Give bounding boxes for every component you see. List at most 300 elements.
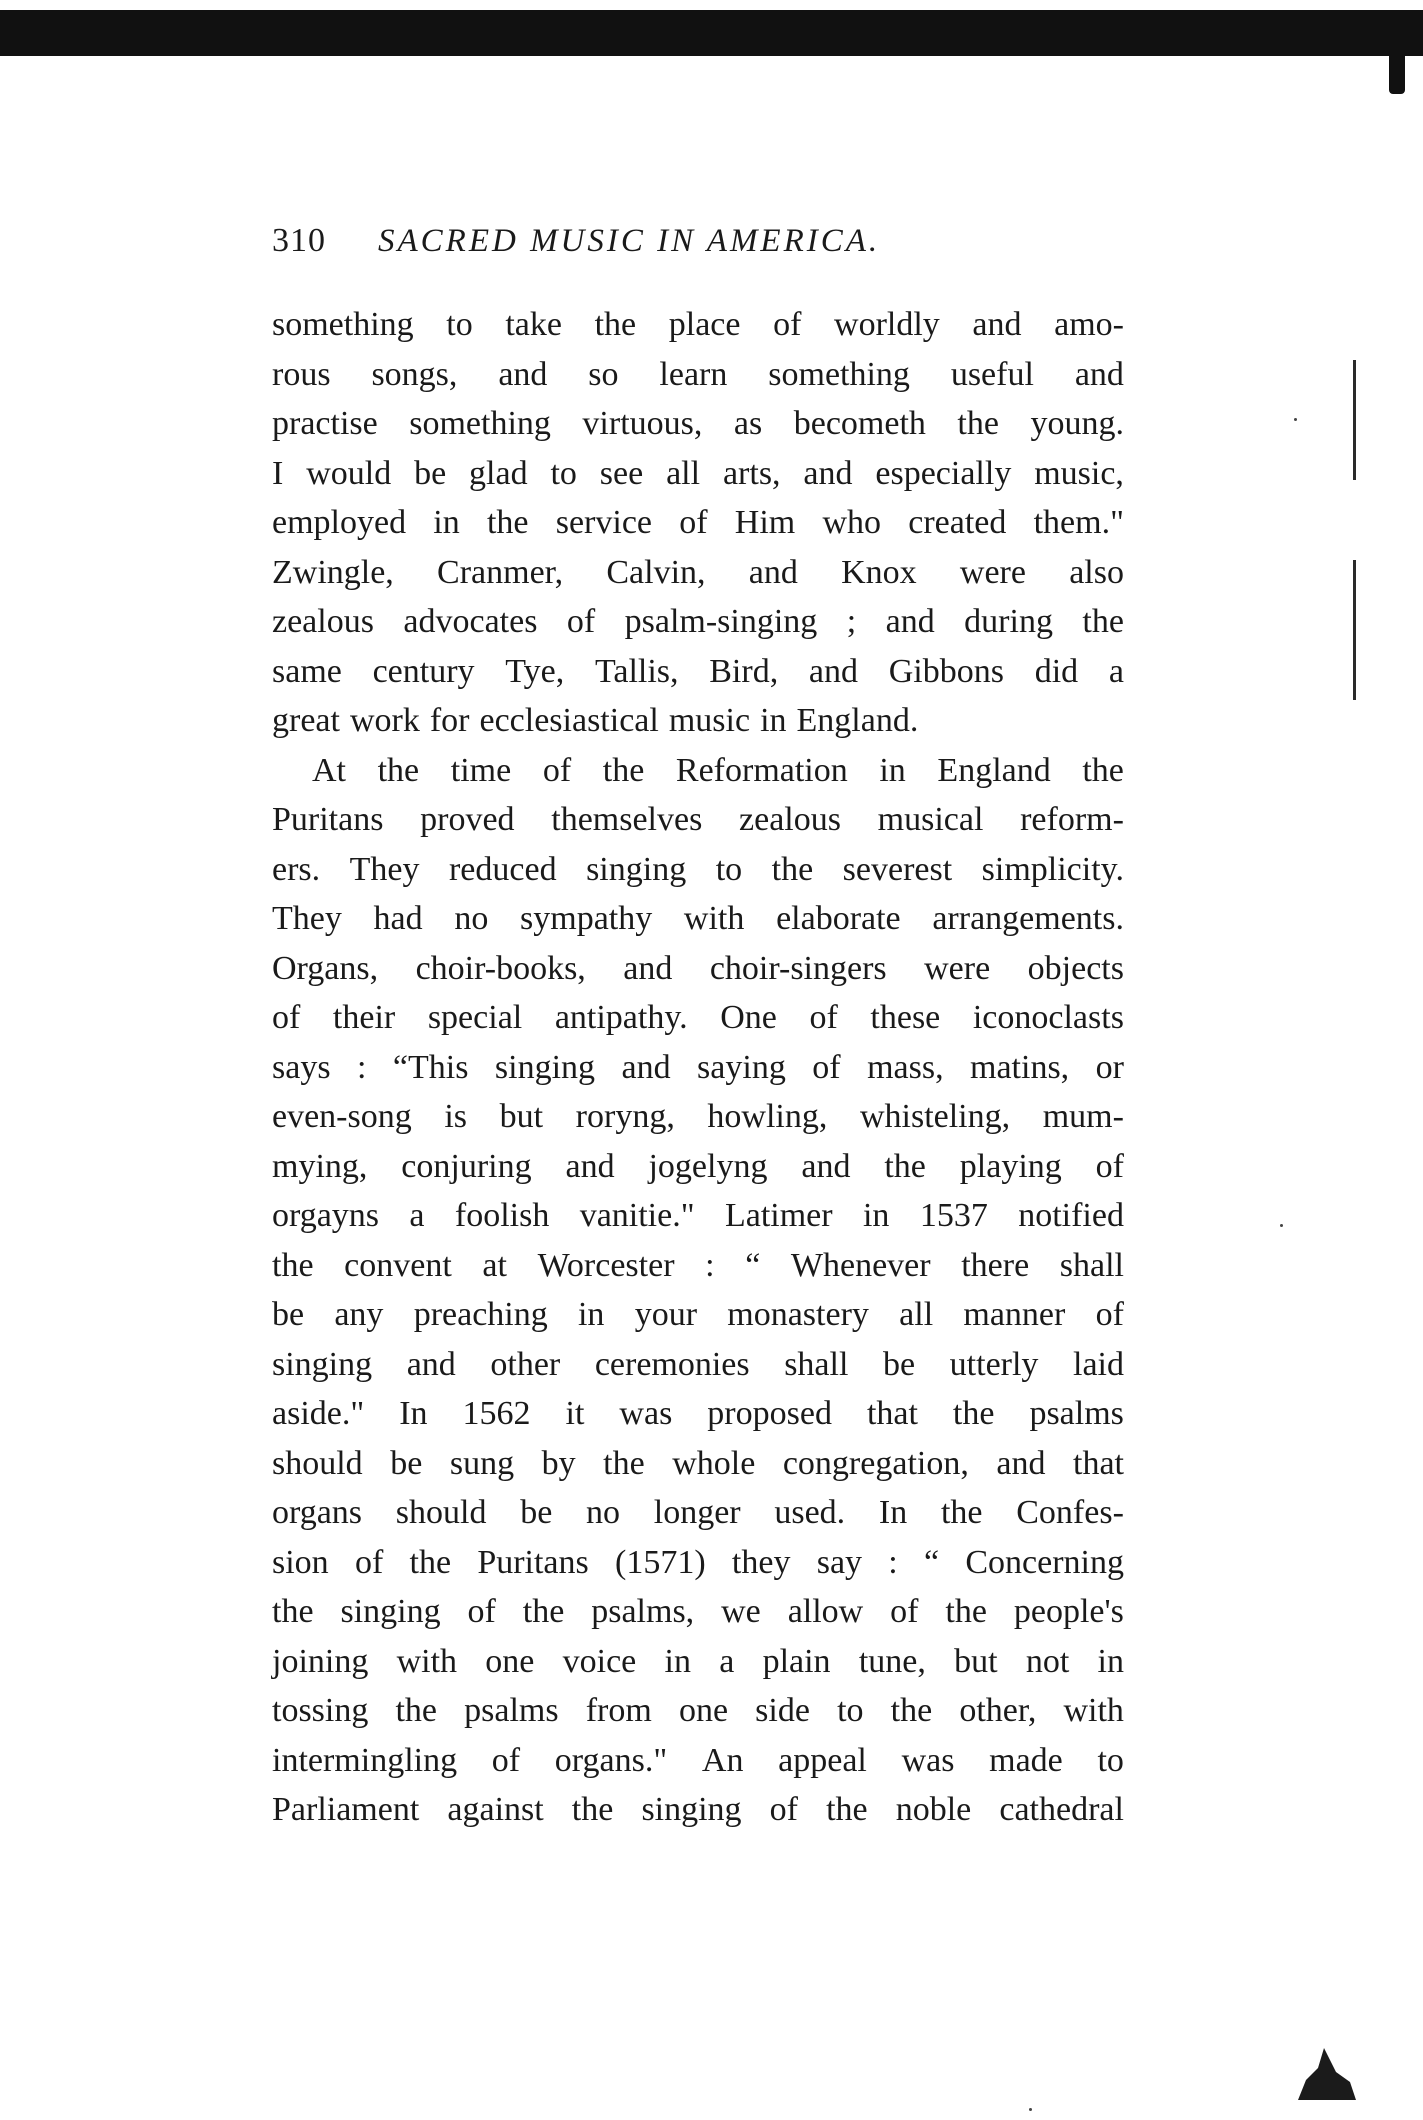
word: : [357,1048,367,1086]
word: all [666,454,701,492]
word: congregation, [782,1444,969,1482]
word: Him [734,504,796,541]
word: used. [774,1494,846,1531]
word: playing [959,1147,1062,1185]
word: of [773,306,802,343]
word: conjuring [401,1147,532,1185]
word: Whenever [790,1246,931,1284]
word: with [683,900,745,937]
scan-speck [1029,2108,1032,2111]
word: by [541,1444,576,1482]
text-line [272,399,1124,449]
word: of [679,504,708,541]
text-line [272,845,1124,895]
word: saying [697,1048,786,1086]
word: (1571) [615,1543,706,1581]
word: Reformation [675,751,848,789]
word: one [678,1692,729,1729]
word: be [414,454,447,492]
word: and [1074,355,1124,393]
word: be [520,1494,553,1531]
word: Latimer [724,1197,833,1234]
word: noble [895,1791,972,1828]
word: sion [272,1543,329,1581]
word: Concerning [965,1543,1124,1581]
word: the [771,850,814,888]
word: ers. [272,850,321,888]
word: but [499,1098,544,1135]
word: see [599,454,644,492]
word: : [705,1246,715,1284]
word: these [870,999,941,1036]
word: and [623,949,673,987]
text-line [272,1587,1124,1637]
word: tune, [858,1642,926,1680]
scan-speck [1294,418,1297,421]
word: especially [875,454,1012,492]
word: also [1069,553,1124,591]
body-text [272,300,1124,1835]
word: zealous [739,801,841,838]
word: glad [469,454,528,492]
text-line [272,597,1124,647]
word: zealous [272,603,374,640]
word: songs, [371,355,458,393]
word: simplicity. [981,850,1124,888]
word: music [668,702,751,739]
scan-speck [1280,1224,1283,1227]
scan-edge-mark [1353,360,1356,480]
word: themselves [551,801,703,838]
word: them." [1033,504,1124,541]
word: place [668,306,741,343]
word: be [390,1444,423,1482]
text-line [272,1686,1124,1736]
word: “ [924,1543,940,1581]
word: and [996,1444,1046,1482]
word: was [901,1741,955,1779]
word: as [733,405,763,442]
word: Zwingle, [272,553,394,591]
word: 1562 [462,1395,531,1432]
word: and [621,1048,671,1086]
word: they [731,1543,791,1581]
word: we [721,1593,761,1630]
text-line [272,1142,1124,1192]
text-line [272,1043,1124,1093]
word: plain [762,1642,831,1680]
word: 1537 [919,1197,988,1234]
word: take [505,306,562,343]
word: work [349,702,420,739]
word: organs [272,1494,363,1531]
word: and [808,652,859,690]
word: psalms [1029,1395,1124,1432]
word: something [768,355,910,393]
word: and [803,454,853,492]
word: whole [672,1444,756,1482]
word: the [395,1692,438,1729]
word: the [486,504,529,541]
word: England. [796,702,919,739]
word: Knox [841,553,917,591]
word: the [826,1791,868,1828]
word: even-song [272,1098,412,1135]
word: during [964,603,1053,640]
word: virtuous, [582,405,703,442]
word: manner [963,1296,1066,1333]
word: sympathy [520,900,653,937]
word: laid [1073,1345,1124,1383]
word: They [349,850,420,888]
word: arts, [722,454,781,492]
word: An [701,1741,744,1779]
word: and [801,1147,851,1185]
word: proved [420,801,515,838]
word: in [862,1197,890,1234]
word: in [577,1296,605,1333]
word: whisteling, [859,1098,1011,1135]
word: rous [272,355,331,393]
word: cathedral [999,1791,1124,1828]
word: not [1025,1642,1070,1680]
word: against [447,1791,544,1828]
word: ecclesiastical [479,702,659,739]
word: Tallis, [594,652,679,690]
word: the [890,1692,933,1729]
text-line [272,944,1124,994]
word: the [1082,603,1124,640]
word: singing [586,850,687,888]
word: and [748,553,798,591]
word: of [1095,1296,1124,1333]
text-line [272,449,1124,499]
text-line [272,696,1124,746]
word: were [959,553,1026,591]
word: in [879,751,906,789]
word: Puritans [477,1543,589,1581]
word: the [940,1494,983,1531]
word: preaching [413,1296,548,1333]
word: They [272,900,342,937]
text-line [272,1488,1124,1538]
word: Parliament [272,1791,420,1828]
word: be [272,1296,305,1333]
word: something [409,405,551,442]
word: for [429,702,470,739]
word: jogelyng [648,1147,768,1185]
text-line [272,894,1124,944]
word: a [719,1642,735,1680]
scan-border-hook [1389,46,1405,94]
word: shall [784,1345,849,1383]
word: voice [562,1642,637,1680]
word: “This [392,1048,469,1086]
word: One [720,999,777,1036]
word: or [1095,1048,1124,1086]
word: that [866,1395,918,1432]
word: should [272,1444,363,1482]
text-line [272,1439,1124,1489]
word: useful [950,355,1034,393]
word: severest [842,850,953,888]
word: with [1063,1692,1124,1729]
word: be [883,1345,916,1383]
text-line [272,1389,1124,1439]
word: psalm-singing [624,603,818,640]
word: no [454,900,489,937]
word: other [490,1345,561,1383]
page-number: 310 [272,222,326,259]
word: mass, [867,1048,944,1086]
word: singing [340,1593,441,1630]
word: to [715,850,743,888]
word: choir-books, [415,949,586,987]
word: no [586,1494,621,1531]
text-line [272,1538,1124,1588]
word: proposed [707,1395,832,1432]
word: psalms [464,1692,559,1729]
word: great [272,702,340,739]
word: a [1108,652,1124,690]
word: music, [1034,454,1124,492]
word: the [594,306,637,343]
word: in [433,504,460,541]
word: any [334,1296,384,1333]
word: from [585,1692,652,1729]
word: would [306,454,392,492]
word: joining [272,1642,369,1680]
word: the [571,1791,614,1828]
word: to [446,306,473,343]
word: ; [846,603,857,640]
word: Organs, [272,949,379,987]
word: of [272,999,301,1036]
word: side [755,1692,810,1729]
word: a [409,1197,425,1234]
word: Confes- [1016,1494,1124,1531]
word: to [550,454,577,492]
text-line [272,1191,1124,1241]
word: the [603,1444,645,1482]
word: advocates [403,603,538,640]
word: was [619,1395,673,1432]
word: howling, [707,1098,828,1135]
text-line [272,1736,1124,1786]
word: in [664,1642,691,1680]
page-title: SACRED MUSIC IN AMERICA. [378,223,881,259]
scan-edge-mark [1353,560,1356,700]
running-head [272,222,1132,272]
word: of [491,1741,521,1779]
word: and [972,306,1022,343]
word: musical [877,801,984,838]
text-line [272,795,1124,845]
word: century [372,652,475,690]
page-corner-ornament [1288,2042,1358,2102]
text-line [272,1637,1124,1687]
word: objects [1027,949,1124,987]
word: the [272,1593,314,1630]
word: young. [1030,405,1124,442]
word: choir-singers [709,949,887,987]
word: In [399,1395,428,1432]
word: of [354,1543,384,1581]
word: mum- [1042,1098,1124,1135]
word: created [908,504,1007,541]
text-line [272,1290,1124,1340]
word: service [555,504,653,541]
word: time [450,751,512,789]
word: notified [1018,1197,1124,1234]
word: is [444,1098,468,1135]
word: worldly [834,306,940,343]
word: aside." [272,1395,365,1432]
word: of [1095,1147,1124,1185]
word: and [406,1345,456,1383]
word: who [822,504,882,541]
word: with [396,1642,458,1680]
word: orgayns [272,1197,380,1234]
word: of [542,751,572,789]
word: the [884,1147,926,1185]
word: “ [745,1246,761,1284]
text-line [272,1092,1124,1142]
word: foolish [454,1197,550,1234]
word: of [566,603,596,640]
scan-top-border [0,10,1423,56]
word: ceremonies [594,1345,750,1383]
word: should [395,1494,487,1531]
text-line [272,350,1124,400]
text-line [272,1340,1124,1390]
word: employed [272,504,407,541]
word: longer [653,1494,741,1531]
word: amo- [1054,306,1124,343]
word: were [924,949,991,987]
word: mying, [272,1147,368,1185]
word: convent [344,1246,452,1284]
word: in [760,702,787,739]
word: of [467,1593,496,1630]
text-line [272,548,1124,598]
word: singing [272,1345,373,1383]
word: same [272,652,342,690]
word: matins, [970,1048,1070,1086]
word: intermingling [272,1741,458,1779]
word: At [312,751,346,789]
word: the [1082,751,1124,789]
word: iconoclasts [972,999,1124,1036]
word: roryng, [575,1098,675,1135]
word: shall [1059,1246,1124,1284]
word: there [961,1246,1030,1284]
word: to [837,1692,864,1729]
word: arrangements. [932,900,1124,937]
word: their [332,999,396,1036]
word: of [809,999,838,1036]
word: and [885,603,935,640]
word: all [899,1296,934,1333]
word: reform- [1020,801,1124,838]
word: something [272,306,414,343]
word: allow [787,1593,864,1630]
text-line [272,993,1124,1043]
word: Cranmer, [437,553,564,591]
word: had [373,900,423,937]
word: monastery [727,1296,869,1333]
word: sung [449,1444,515,1482]
word: psalms, [591,1593,695,1630]
word: so [588,355,619,393]
word: to [1097,1741,1124,1779]
word: antipathy. [554,999,688,1036]
word: that [1073,1444,1124,1482]
word: England [937,751,1051,789]
word: Puritans [272,801,384,838]
word: utterly [949,1345,1039,1383]
word: Bird, [709,652,779,690]
word: say [816,1543,863,1581]
word: the [409,1543,452,1581]
word: of [769,1791,798,1828]
word: the [952,1395,995,1432]
text-line [272,1241,1124,1291]
word: special [427,999,523,1036]
word: singing [494,1048,596,1086]
word: of [812,1048,841,1086]
text-line [272,498,1124,548]
word: organs." [554,1741,668,1779]
word: it [565,1395,585,1432]
text-line [272,300,1124,350]
word: singing [641,1791,742,1828]
text-line [272,1785,1124,1835]
word: in [1097,1642,1124,1680]
word: did [1034,652,1079,690]
word: one [485,1642,535,1680]
word: becometh [793,405,926,442]
word: : [888,1543,898,1581]
word: the [377,751,420,789]
word: tossing [272,1692,369,1729]
word: and [565,1147,615,1185]
word: appeal [778,1741,867,1779]
word: practise [272,405,378,442]
word: In [878,1494,908,1531]
word: other, [959,1692,1037,1729]
word: says [272,1048,331,1086]
word: learn [659,355,728,393]
text-line [272,746,1124,796]
word: the [957,405,999,442]
word: Worcester [537,1246,675,1284]
word: Tye, [505,652,565,690]
word: I [272,454,284,492]
word: Calvin, [606,553,706,591]
word: made [989,1741,1063,1779]
word: people's [1013,1593,1124,1630]
word: but [954,1642,998,1680]
word: elaborate [776,900,901,937]
word: reduced [448,850,557,888]
word: your [634,1296,698,1333]
word: of [890,1593,919,1630]
word: the [945,1593,987,1630]
word: the [272,1246,314,1284]
word: at [482,1246,507,1284]
word: vanitie." [579,1197,695,1234]
